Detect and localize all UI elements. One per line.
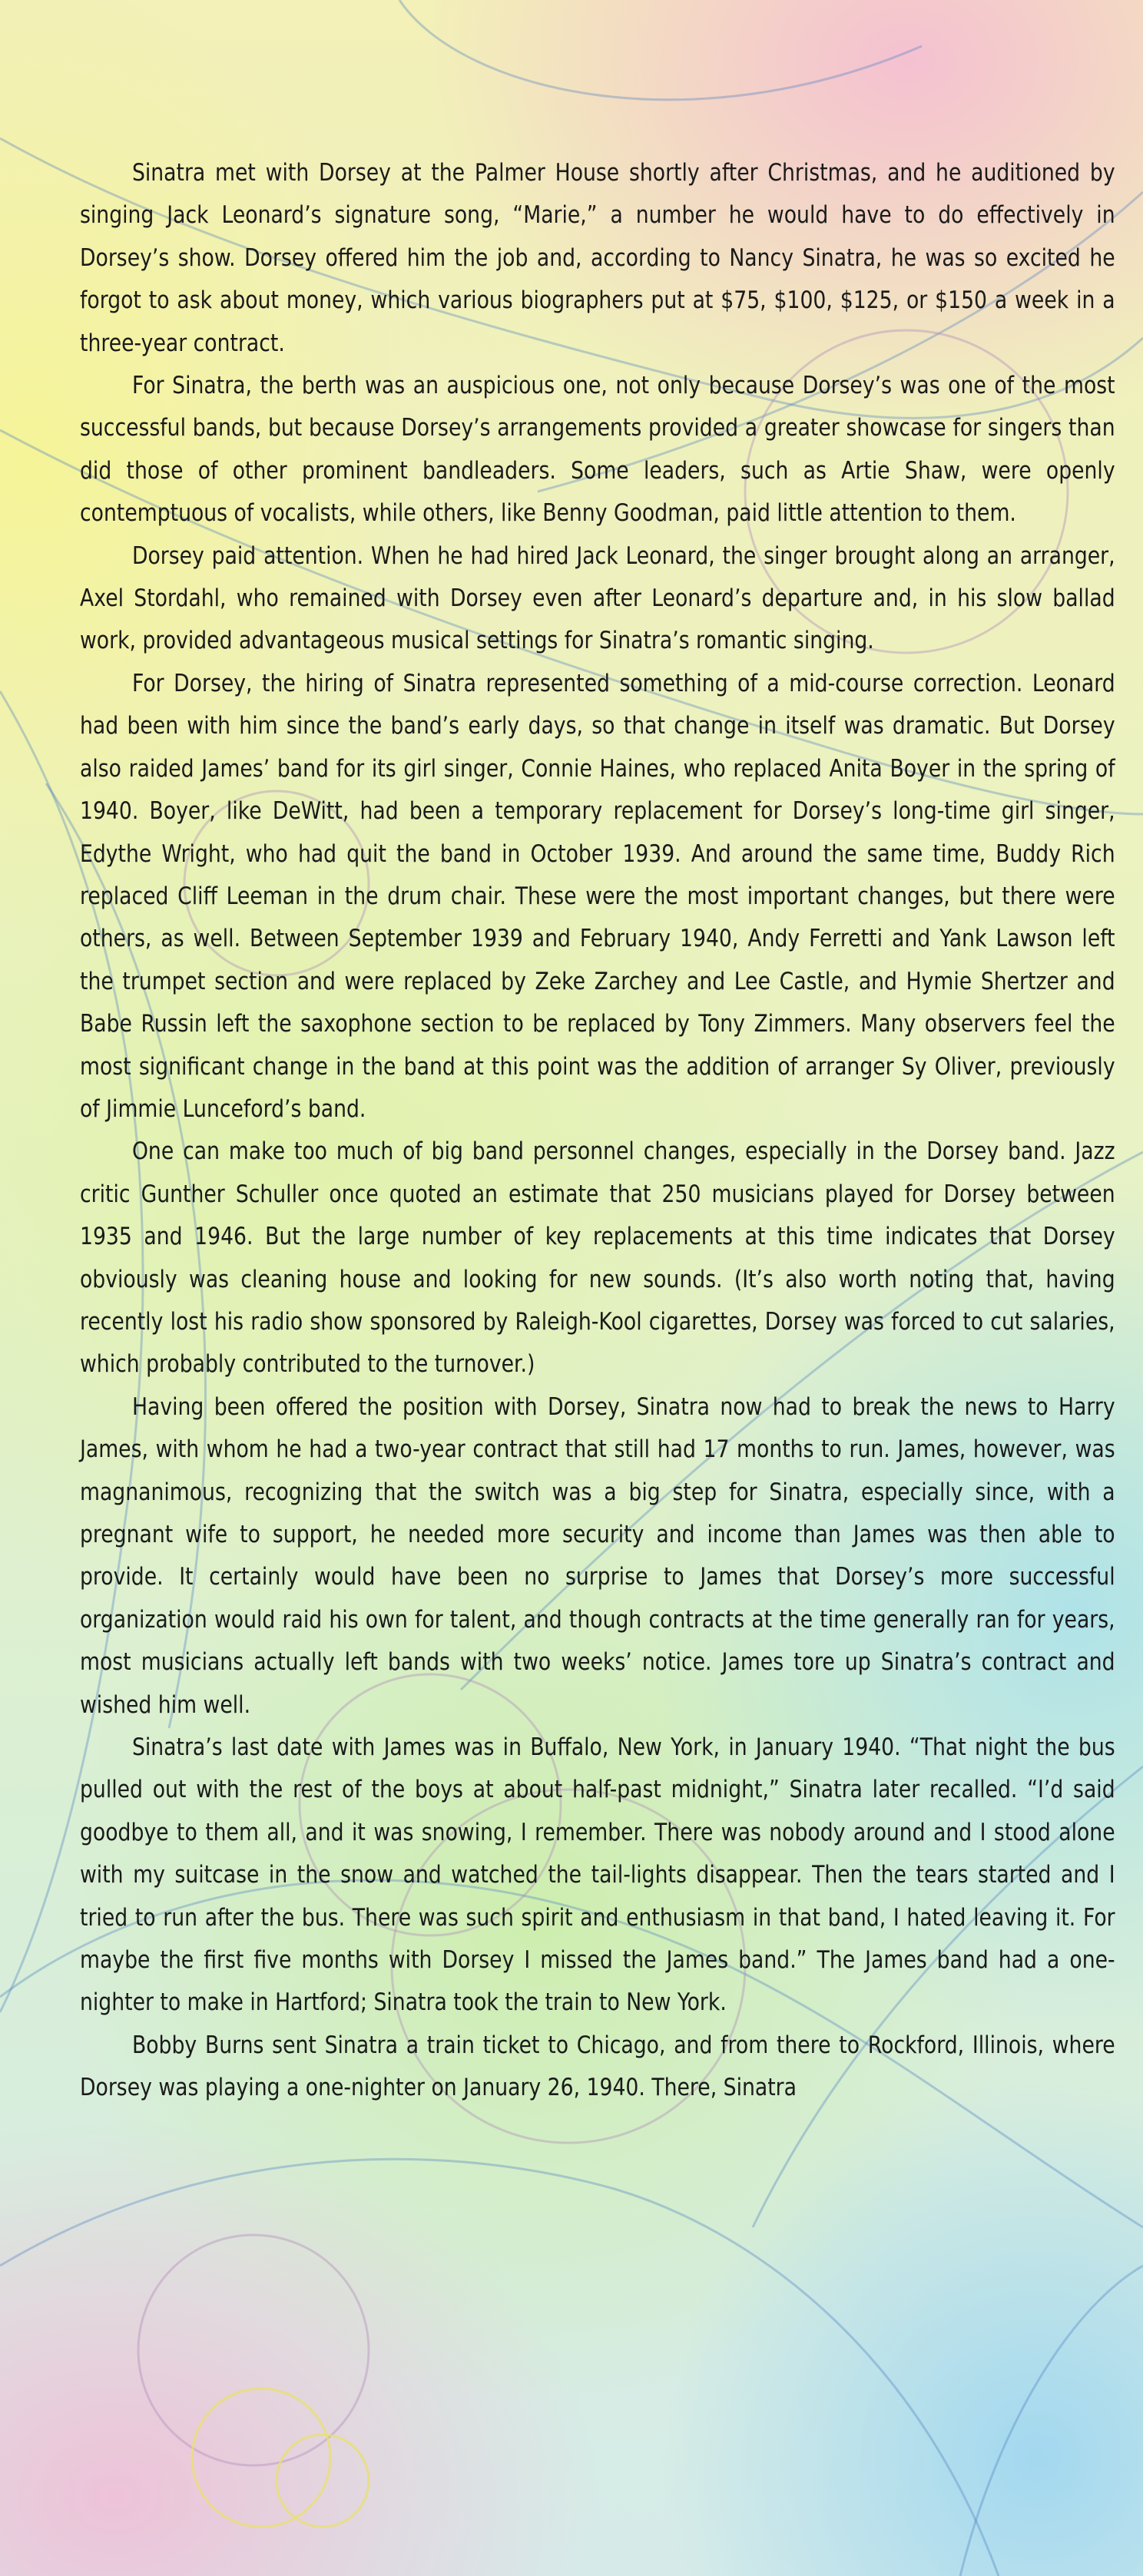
article-body	[80, 152, 1115, 2110]
paragraph-1: Sinatra met with Dorsey at the Palmer House shortly after Christmas, and he auditioned by singing Jack Leonard’s signature song, “Marie,” a number he would have to do effectively in Dorsey’s show. Dorsey offered him the job and, according to Nancy Sinatra, he was so excited he forgot to ask about money, which various biographers put at $75, $100, $125, or $150 a week in a three-year contract.	[80, 159, 1115, 357]
paragraph-3: Dorsey paid attention. When he had hired Jack Leonard, the singer brought along an arranger, Axel Stordahl, who remained with Dorsey even after Leonard’s departure and, in his slow ballad work, provided advantageous musical settings for Sinatra’s romantic singing.	[80, 541, 1115, 655]
paragraph-4: For Dorsey, the hiring of Sinatra represented something of a mid-course correction. Leonard had been with him since the band’s early days, so that change in itself was dramatic. But Dorsey also raided James’ band for its girl singer, Connie Haines, who replaced Anita Boyer in the spring of 1940. Boyer, like DeWitt, had been a temporary replacement for Dorsey’s long-time girl singer, Edythe Wright, who had quit the band in October 1939. And around the same time, Buddy Rich replaced Cliff Leeman in the drum chair. These were the most important changes, but there were others, as well. Between September 1939 and February 1940, Andy Ferretti and Yank Lawson left the trumpet section and were replaced by Zeke Zarchey and Lee Castle, and Hymie Shertzer and Babe Russin left the saxophone section to be replaced by Tony Zimmers. Many observers feel the most significant change in the band at this point was the addition of arranger Sy Oliver, previously of Jimmie Lunceford’s band.	[80, 669, 1115, 1123]
paragraph-7: Sinatra’s last date with James was in Buffalo, New York, in January 1940. “That night the bus pulled out with the rest of the boys at about half-past midnight,” Sinatra later recalled. “I’d said goodbye to them all, and it was snowing, I remember. There was nobody around and I stood alone with my suitcase in the snow and watched the tail-lights disappear. Then the tears started and I tried to run after the bus. There was such spirit and enthusiasm in that band, I hated leaving it. For maybe the first five months with Dorsey I missed the James band.” The James band had a one-nighter to make in Hartford; Sinatra took the train to New York.	[80, 1733, 1115, 2017]
paragraph-8: Bobby Burns sent Sinatra a train ticket to Chicago, and from there to Rockford, Illinois, where Dorsey was playing a one-nighter on January 26, 1940. There, Sinatra	[80, 2031, 1115, 2102]
paragraph-5: One can make too much of big band personnel changes, especially in the Dorsey band. Jazz critic Gunther Schuller once quoted an estimate that 250 musicians played for Dorsey between 1935 and 1946. But the large number of key replacements at this time indicates that Dorsey obviously was cleaning house and looking for new sounds. (It’s also worth noting that, having recently lost his radio show sponsored by Raleigh-Kool cigarettes, Dorsey was forced to cut salaries, which probably contributed to the turnover.)	[80, 1137, 1115, 1379]
paragraph-6: Having been offered the position with Dorsey, Sinatra now had to break the news to Harry James, with whom he had a two-year contract that still had 17 months to run. James, however, was magnanimous, recognizing that the switch was a big step for Sinatra, especially since, with a pregnant wife to support, he needed more security and income than James was then able to provide. It certainly would have been no surprise to James that Dorsey’s more successful organization would raid his own for talent, and though contracts at the time generally ran for years, most musicians actually left bands with two weeks’ notice. James tore up Sinatra’s contract and wished him well.	[80, 1392, 1115, 1719]
paragraph-2: For Sinatra, the berth was an auspicious one, not only because Dorsey’s was one of the most successful bands, but because Dorsey’s arrangements provided a greater showcase for singers than did those of other prominent bandleaders. Some leaders, such as Artie Shaw, were openly contemptuous of vocalists, while others, like Benny Goodman, paid little attention to them.	[80, 372, 1115, 528]
